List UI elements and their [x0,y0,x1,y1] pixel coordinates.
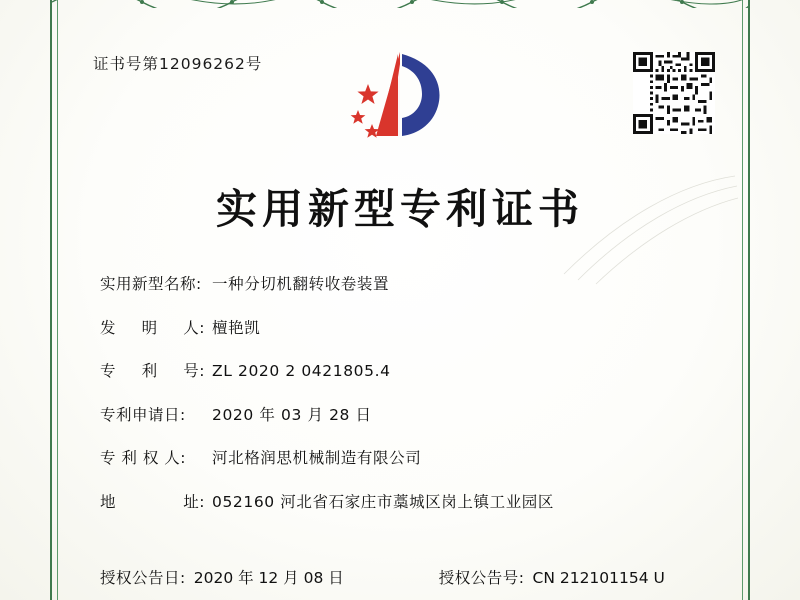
field-label-grant-number: 授权公告号: [438,569,525,587]
field-grant-number [439,566,665,588]
field-label-application-date: 专利申请日: [100,405,186,424]
field-value-patentee: 河北格润思机械制造有限公司 [212,449,422,467]
field-label-address [100,490,212,512]
field-inventor [100,316,710,338]
label-char: 明 [141,318,158,337]
label-char: 利 [141,362,158,380]
field-label-grant-date: 授权公告日: [100,569,186,587]
label-char: 地 [100,492,117,511]
field-value-grant-number: CN 212101154 U [532,569,665,587]
field-address [100,490,710,512]
field-application-date [100,403,710,425]
field-patent-number [100,359,710,381]
label-char: 人: [183,318,205,337]
label-char: 址: [183,492,205,511]
field-label-utility-model-name: 实用新型名称: [100,275,202,293]
field-utility-model-name [100,272,710,294]
field-value-patent-number: ZL 2020 2 0421805.4 [212,362,391,380]
certificate-number: 证书号第12096262号 [93,55,263,73]
grant-info-row [100,566,740,588]
field-value-address: 052160 河北省石家庄市藁城区岗上镇工业园区 [212,492,554,511]
field-value-grant-date: 2020 年 12 月 08 日 [193,569,344,587]
field-value-application-date: 2020 年 03 月 28 日 [212,405,372,424]
label-char: 专 [100,362,117,380]
field-list [100,272,710,533]
field-patentee [100,446,710,468]
top-ornament-band [52,0,748,8]
field-value-inventor: 檀艳凯 [212,318,261,337]
field-label-patentee: 专 利 权 人: [100,449,187,467]
qr-code [633,52,715,134]
field-label-patent-number [100,359,212,381]
patent-office-emblem [340,48,460,158]
label-char: 号: [183,362,205,380]
page-title: 实用新型专利证书 [216,185,584,233]
field-grant-date [100,566,344,588]
field-label-inventor [100,316,212,338]
field-value-utility-model-name: 一种分切机翻转收卷装置 [212,275,390,293]
label-char: 发 [100,318,117,337]
